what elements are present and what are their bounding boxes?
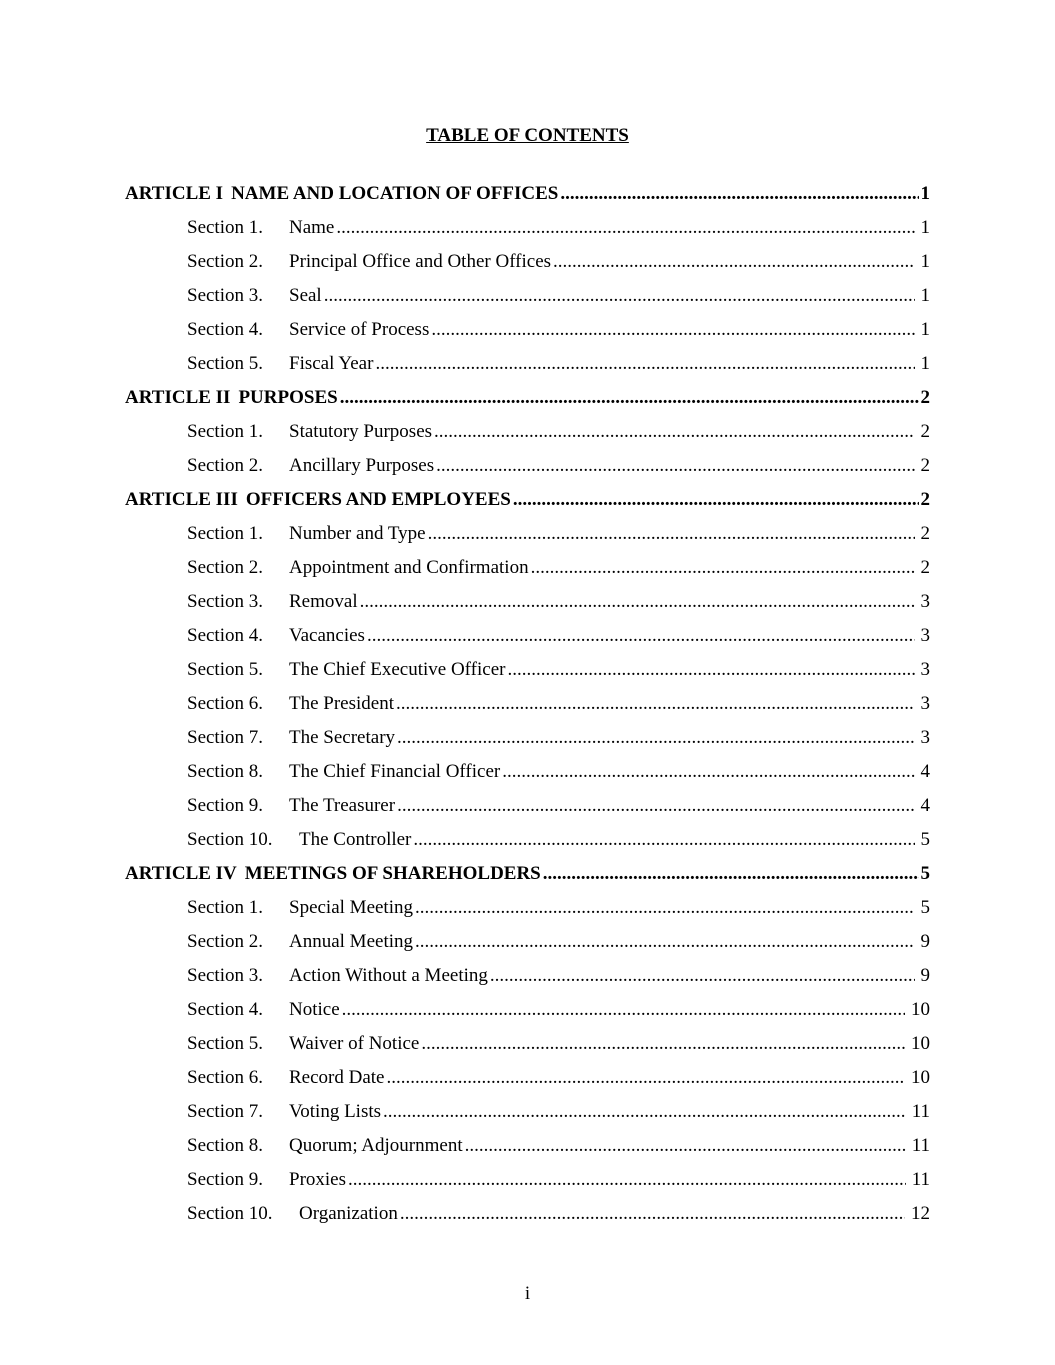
section-page-number: 1 (920, 251, 930, 272)
article-number: ARTICLE IV (125, 863, 237, 884)
dot-leader (386, 1066, 905, 1090)
dot-leader (415, 896, 915, 920)
section-title: The Treasurer (289, 795, 396, 816)
section-title: Principal Office and Other Offices (289, 251, 552, 272)
section-number: Section 4. (187, 999, 263, 1020)
toc-section-entry[interactable] (125, 522, 930, 556)
section-page-number: 3 (920, 693, 930, 714)
dot-leader (421, 1032, 905, 1056)
section-title: Notice (289, 999, 340, 1020)
article-title: OFFICERS AND EMPLOYEES (245, 489, 511, 510)
section-title: The Chief Executive Officer (289, 659, 506, 680)
section-page-number: 3 (920, 625, 930, 646)
section-title: Removal (289, 591, 358, 612)
toc-section-entry[interactable] (125, 930, 930, 964)
dot-leader (375, 352, 914, 376)
section-page-number: 1 (920, 319, 930, 340)
section-title: Proxies (289, 1169, 346, 1190)
section-number: Section 6. (187, 693, 263, 714)
dot-leader (324, 284, 915, 308)
section-number: Section 3. (187, 285, 263, 306)
article-title: PURPOSES (238, 387, 338, 408)
section-number: Section 5. (187, 1033, 263, 1054)
dot-leader (413, 828, 914, 852)
dot-leader (348, 1168, 906, 1192)
article-number: ARTICLE III (125, 489, 238, 510)
toc-article-entry[interactable] (125, 488, 930, 522)
dot-leader (400, 1202, 905, 1226)
dot-leader (336, 216, 914, 240)
toc-section-entry[interactable] (125, 726, 930, 760)
toc-section-entry[interactable] (125, 760, 930, 794)
toc-section-entry[interactable] (125, 624, 930, 658)
section-page-number: 10 (911, 999, 930, 1020)
toc-section-entry[interactable] (125, 692, 930, 726)
section-title: The Secretary (289, 727, 396, 748)
article-page-number: 5 (920, 863, 930, 884)
toc-section-entry[interactable] (125, 1202, 930, 1236)
section-page-number: 1 (920, 353, 930, 374)
dot-leader (342, 998, 905, 1022)
section-page-number: 3 (920, 659, 930, 680)
section-page-number: 2 (920, 455, 930, 476)
article-title: MEETINGS OF SHAREHOLDERS (244, 863, 541, 884)
dot-leader (436, 454, 914, 478)
toc-section-entry[interactable] (125, 998, 930, 1032)
section-number: Section 5. (187, 659, 263, 680)
dot-leader (507, 658, 914, 682)
dot-leader (513, 488, 919, 512)
section-page-number: 10 (911, 1067, 930, 1088)
section-page-number: 11 (911, 1101, 930, 1122)
toc-section-entry[interactable] (125, 658, 930, 692)
article-page-number: 2 (920, 489, 930, 510)
section-title: Statutory Purposes (289, 421, 433, 442)
dot-leader (360, 590, 915, 614)
section-page-number: 2 (920, 421, 930, 442)
dot-leader (434, 420, 914, 444)
section-page-number: 2 (920, 523, 930, 544)
toc-section-entry[interactable] (125, 1100, 930, 1134)
section-title: The Controller (299, 829, 412, 850)
section-title: The Chief Financial Officer (289, 761, 501, 782)
toc-section-entry[interactable] (125, 556, 930, 590)
section-number: Section 2. (187, 455, 263, 476)
toc-section-entry[interactable] (125, 1066, 930, 1100)
section-number: Section 4. (187, 319, 263, 340)
section-page-number: 11 (911, 1169, 930, 1190)
article-page-number: 1 (920, 183, 930, 204)
toc-article-entry[interactable] (125, 386, 930, 420)
toc-section-entry[interactable] (125, 1168, 930, 1202)
toc-section-entry[interactable] (125, 284, 930, 318)
dot-leader (560, 182, 918, 206)
section-title: Number and Type (289, 523, 426, 544)
section-number: Section 5. (187, 353, 263, 374)
section-page-number: 1 (920, 217, 930, 238)
dot-leader (397, 794, 914, 818)
dot-leader (367, 624, 915, 648)
toc-section-entry[interactable] (125, 352, 930, 386)
section-page-number: 9 (920, 965, 930, 986)
dot-leader (431, 318, 914, 342)
section-number: Section 10. (187, 1203, 273, 1224)
section-number: Section 8. (187, 761, 263, 782)
section-page-number: 4 (920, 795, 930, 816)
article-number: ARTICLE I (125, 183, 224, 204)
section-page-number: 4 (920, 761, 930, 782)
dot-leader (465, 1134, 906, 1158)
dot-leader (396, 692, 914, 716)
toc-section-entry[interactable] (125, 896, 930, 930)
toc-section-entry[interactable] (125, 1134, 930, 1168)
section-title: Seal (289, 285, 322, 306)
article-number: ARTICLE II (125, 387, 231, 408)
dot-leader (383, 1100, 906, 1124)
dot-leader (490, 964, 915, 988)
section-title: Name (289, 217, 335, 238)
section-title: Quorum; Adjournment (289, 1135, 463, 1156)
section-number: Section 8. (187, 1135, 263, 1156)
section-number: Section 2. (187, 251, 263, 272)
section-title: Record Date (289, 1067, 385, 1088)
section-number: Section 1. (187, 897, 263, 918)
section-number: Section 1. (187, 421, 263, 442)
section-number: Section 1. (187, 523, 263, 544)
page-title: TABLE OF CONTENTS (426, 125, 629, 146)
section-number: Section 3. (187, 591, 263, 612)
section-title: Vacancies (289, 625, 365, 646)
section-number: Section 7. (187, 727, 263, 748)
table-of-contents (125, 182, 930, 1236)
section-page-number: 12 (911, 1203, 930, 1224)
section-number: Section 2. (187, 931, 263, 952)
dot-leader (553, 250, 914, 274)
toc-section-entry[interactable] (125, 420, 930, 454)
dot-leader (397, 726, 914, 750)
toc-section-entry[interactable] (125, 964, 930, 998)
toc-section-entry[interactable] (125, 454, 930, 488)
article-title: NAME AND LOCATION OF OFFICES (231, 183, 559, 204)
section-title: Annual Meeting (289, 931, 414, 952)
section-title: Ancillary Purposes (289, 455, 435, 476)
dot-leader (415, 930, 914, 954)
section-title: Service of Process (289, 319, 430, 340)
section-title: Voting Lists (289, 1101, 382, 1122)
section-number: Section 1. (187, 217, 263, 238)
toc-section-entry[interactable] (125, 1032, 930, 1066)
section-title: Action Without a Meeting (289, 965, 488, 986)
article-page-number: 2 (920, 387, 930, 408)
section-number: Section 6. (187, 1067, 263, 1088)
dot-leader (543, 862, 919, 886)
section-page-number: 1 (920, 285, 930, 306)
section-title: Fiscal Year (289, 353, 374, 374)
section-title: Waiver of Notice (289, 1033, 420, 1054)
section-page-number: 2 (920, 557, 930, 578)
section-page-number: 3 (920, 727, 930, 748)
section-title: The President (289, 693, 395, 714)
section-number: Section 9. (187, 795, 263, 816)
section-title: Special Meeting (289, 897, 413, 918)
section-page-number: 5 (920, 897, 930, 918)
section-number: Section 9. (187, 1169, 263, 1190)
section-page-number: 5 (920, 829, 930, 850)
toc-section-entry[interactable] (125, 794, 930, 828)
section-page-number: 3 (920, 591, 930, 612)
toc-section-entry[interactable] (125, 318, 930, 352)
dot-leader (502, 760, 914, 784)
toc-section-entry[interactable] (125, 250, 930, 284)
toc-section-entry[interactable] (125, 828, 930, 862)
section-number: Section 10. (187, 829, 273, 850)
dot-leader (531, 556, 915, 580)
toc-section-entry[interactable] (125, 216, 930, 250)
section-number: Section 7. (187, 1101, 263, 1122)
dot-leader (428, 522, 915, 546)
page-number: i (524, 1283, 531, 1304)
section-page-number: 9 (920, 931, 930, 952)
section-number: Section 4. (187, 625, 263, 646)
section-number: Section 2. (187, 557, 263, 578)
section-title: Appointment and Confirmation (289, 557, 529, 578)
section-title: Organization (299, 1203, 398, 1224)
toc-section-entry[interactable] (125, 590, 930, 624)
section-number: Section 3. (187, 965, 263, 986)
section-page-number: 10 (911, 1033, 930, 1054)
dot-leader (340, 386, 919, 410)
toc-article-entry[interactable] (125, 182, 930, 216)
section-page-number: 11 (911, 1135, 930, 1156)
toc-article-entry[interactable] (125, 862, 930, 896)
